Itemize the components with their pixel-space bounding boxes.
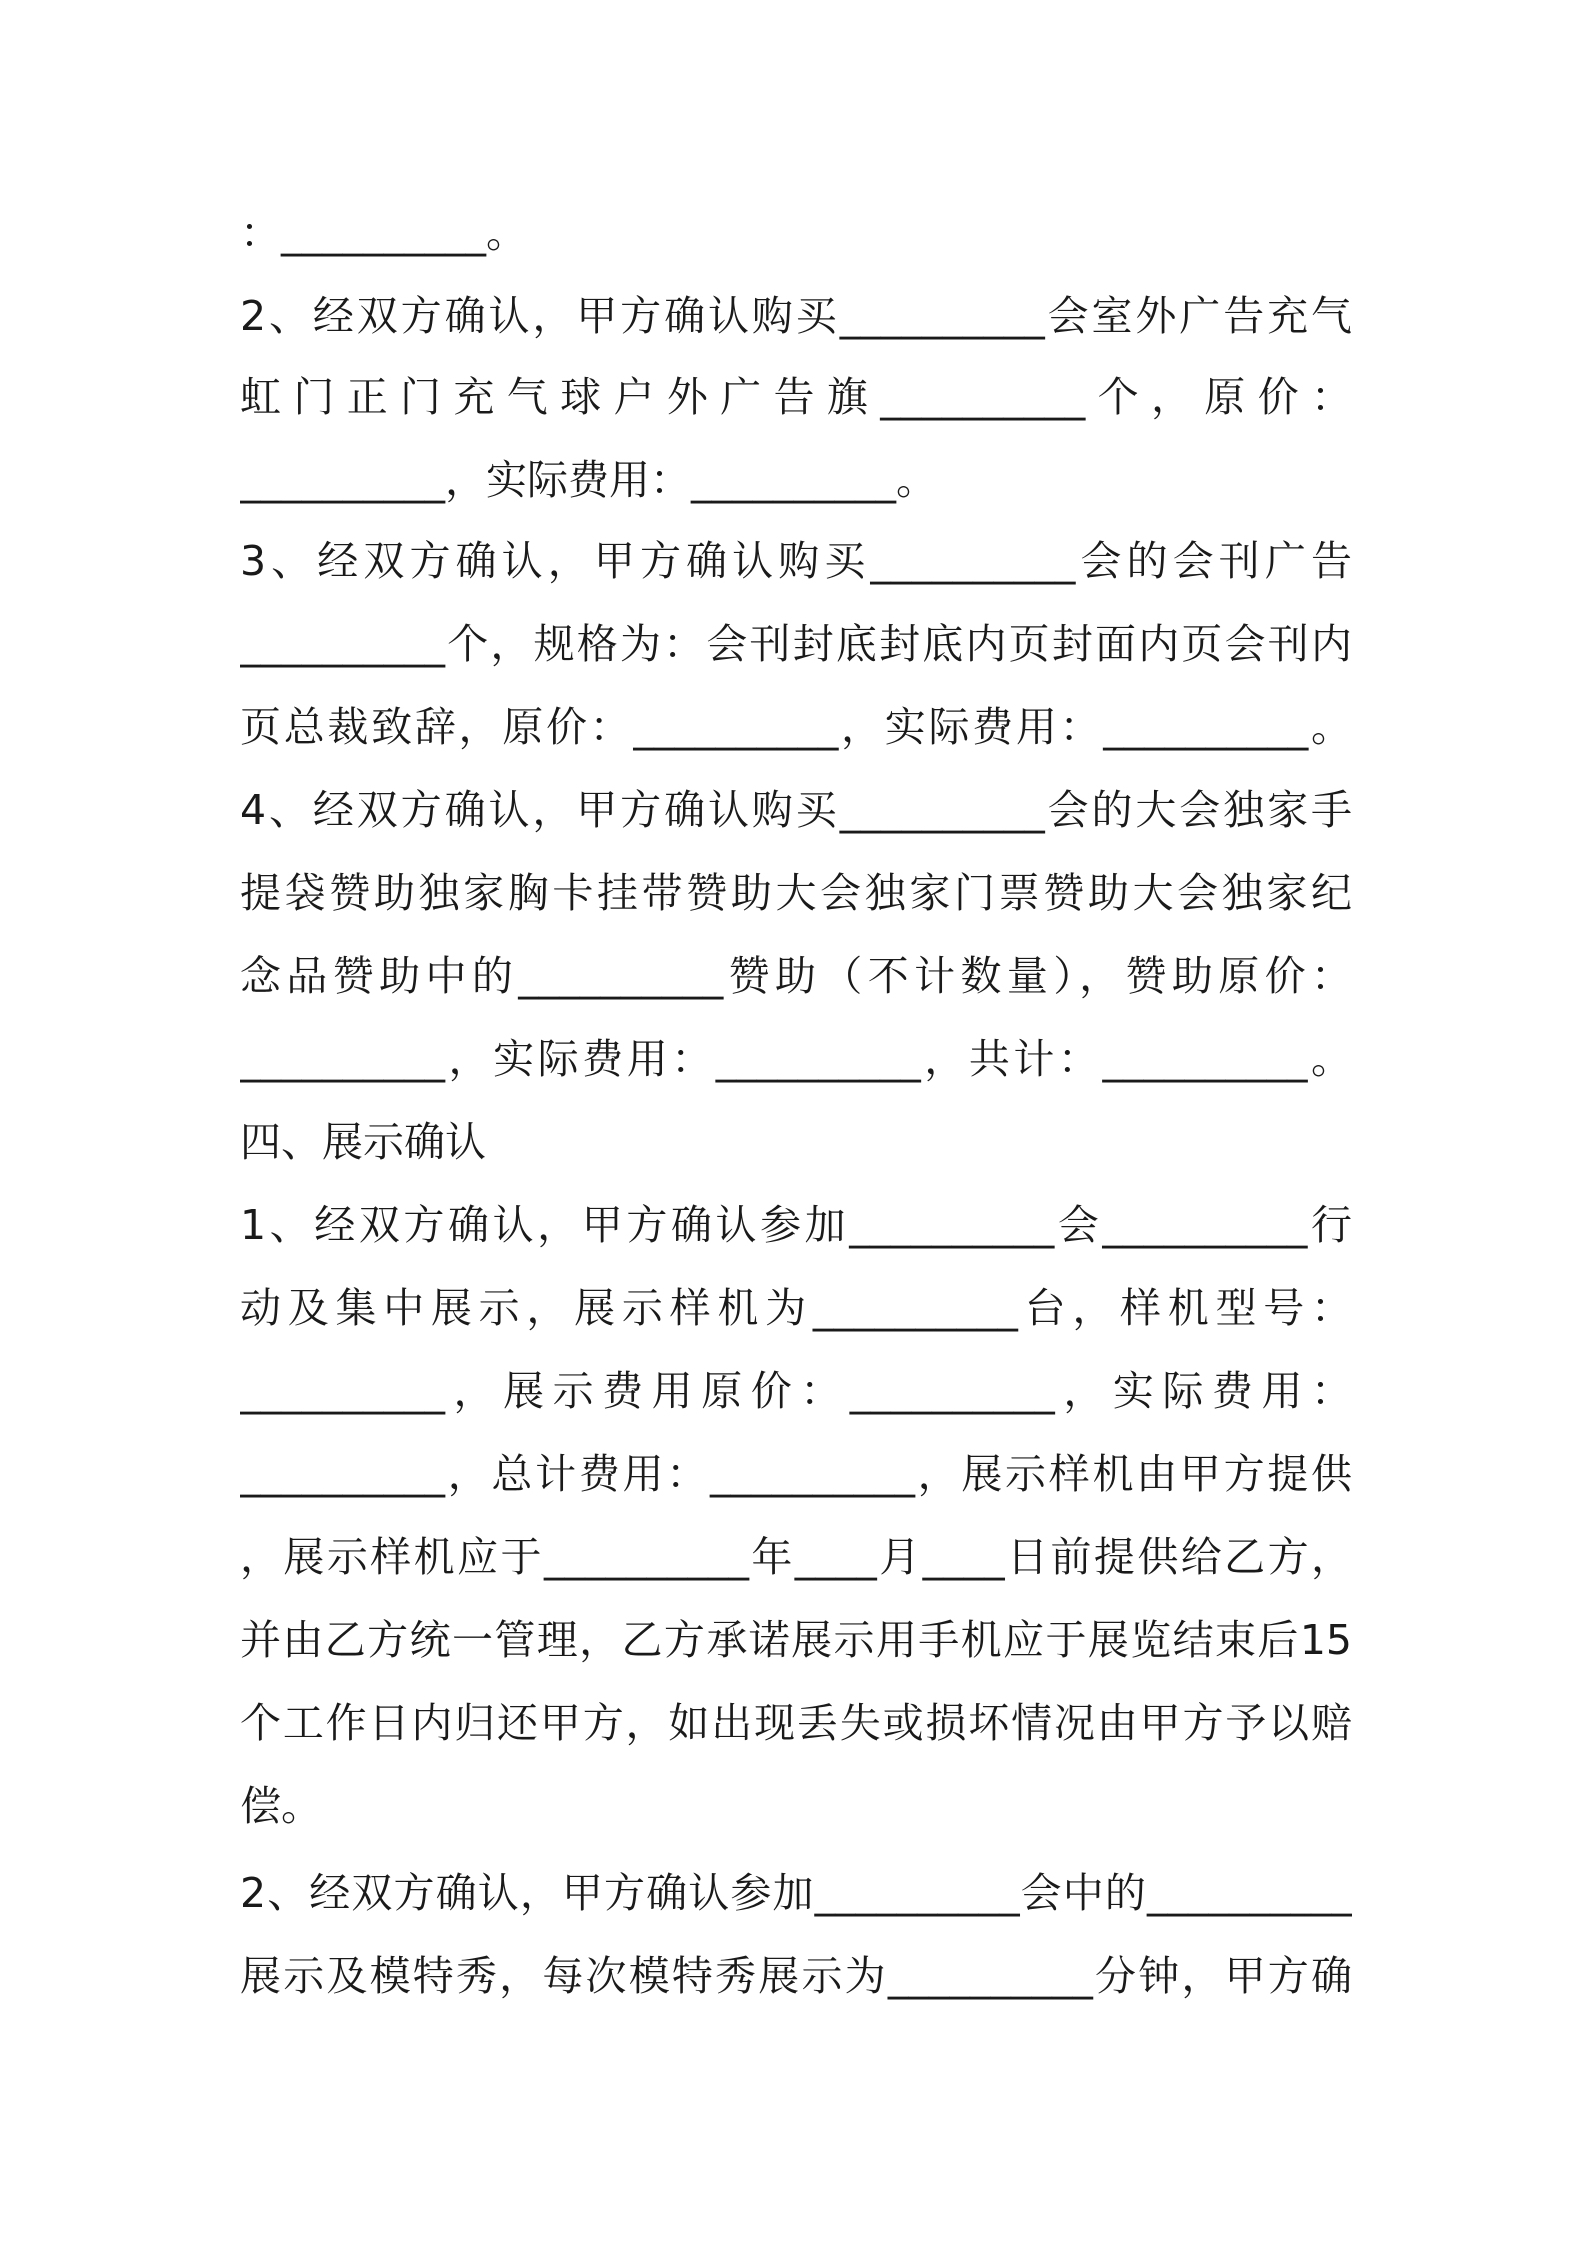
text-line: 念品赞助中的__________赞助（不计数量），赞助原价： xyxy=(240,952,1352,1000)
text-line: 虹门正门充气球户外广告旗__________个，原价： xyxy=(240,373,1352,421)
text-line: 3、经双方确认，甲方确认购买__________会的会刊广告 xyxy=(240,537,1352,585)
text-line: 个工作日内归还甲方，如出现丢失或损坏情况由甲方予以赔 xyxy=(240,1699,1352,1747)
text-line: ，展示样机应于__________年____月____日前提供给乙方， xyxy=(240,1533,1352,1581)
text-line: 偿。 xyxy=(240,1782,322,1830)
text-line: 4、经双方确认，甲方确认购买__________会的大会独家手 xyxy=(240,786,1352,834)
text-line: 1、经双方确认，甲方确认参加__________会__________行 xyxy=(240,1201,1352,1249)
text-line: 2、经双方确认，甲方确认参加__________会中的__________ xyxy=(240,1869,1352,1917)
text-line: 页总裁致辞，原价：__________，实际费用：__________。 xyxy=(240,703,1352,751)
text-line: __________，总计费用：__________，展示样机由甲方提供 xyxy=(240,1450,1352,1498)
text-line: 提袋赞助独家胸卡挂带赞助大会独家门票赞助大会独家纪 xyxy=(240,869,1352,917)
text-line: ：__________。 xyxy=(240,209,527,257)
text-line: 动及集中展示，展示样机为__________台，样机型号： xyxy=(240,1284,1352,1332)
text-line: __________，实际费用：__________，共计：__________。 xyxy=(240,1035,1352,1083)
text-line: __________，展示费用原价：__________，实际费用： xyxy=(240,1367,1352,1415)
text-line: __________个，规格为：会刊封底封底内页封面内页会刊内 xyxy=(240,620,1352,668)
text-line: 2、经双方确认，甲方确认购买__________会室外广告充气 xyxy=(240,292,1352,340)
section-heading: 四、展示确认 xyxy=(240,1118,486,1166)
text-line: 并由乙方统一管理，乙方承诺展示用手机应于展览结束后15 xyxy=(240,1616,1352,1664)
text-line: __________，实际费用：__________。 xyxy=(240,456,937,504)
text-line: 展示及模特秀，每次模特秀展示为__________分钟，甲方确 xyxy=(240,1952,1352,2000)
